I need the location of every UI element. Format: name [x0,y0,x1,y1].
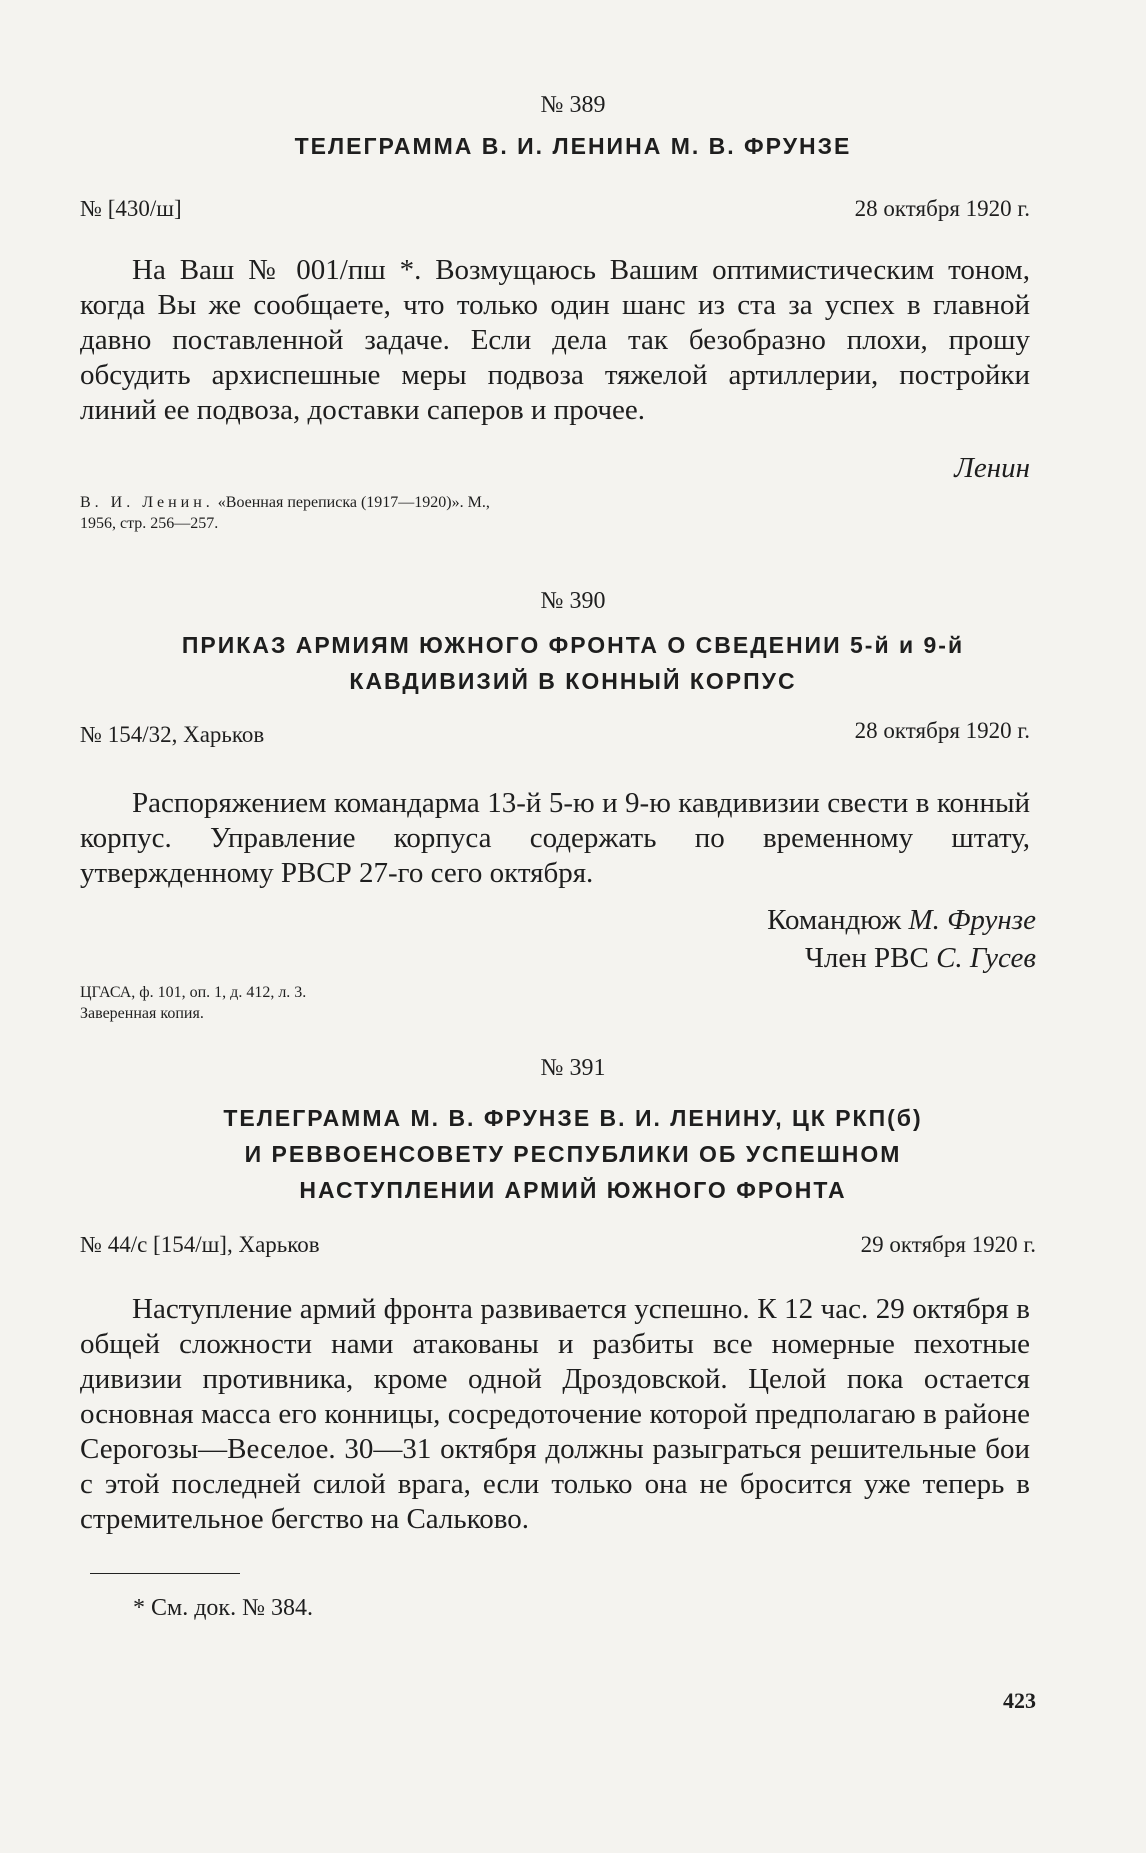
doc390-sig2-role: Член РВС [805,942,929,974]
doc390-sig1-role: Командюж [767,904,902,936]
doc389-signature [954,452,1030,485]
doc390-title-line1: ПРИКАЗ АРМИЯМ ЮЖНОГО ФРОНТА О СВЕДЕНИИ 5-й и 9-й [181,632,965,658]
doc391-date: 29 октября 1920 г. [860,1232,1036,1257]
doc391-title-line2: И РЕВВОЕНСОВЕТУ РЕСПУБЛИКИ ОБ УСПЕШНОМ [244,1141,902,1167]
doc391-title [0,1100,1146,1208]
doc390-sig1-name: М. Фрунзе [908,904,1036,936]
doc389-number: № 389 [540,92,606,118]
doc391-title-line3: НАСТУПЛЕНИИ АРМИЙ ЮЖНОГО ФРОНТА [299,1177,847,1203]
doc389-source-author: В. И. Ленин. [80,494,214,511]
doc389-ref: № [430/ш] [80,196,182,221]
doc391-number: № 391 [540,1055,606,1081]
doc391-ref: № 44/с [154/ш], Харьков [80,1232,320,1257]
doc391-text: Наступление армий фронта развивается успешно. К 12 час. 29 октября в общей сложности нами атакованы и разбиты все номерные пехотные дивизии противника, кроме одной Дроздовской. Целой пока остается основная масса его конницы, сосредоточение которой предполагаю в районе Серогозы—Веселое. 30—31 октября должны разыграться решительные бои с этой последней силой врага, если только она не бросится уже теперь в стремительное бегство на Сальково. [80,1293,1030,1535]
doc390-sig2-name: С. Гусев [936,942,1036,974]
doc390-title [0,627,1146,699]
doc390-source [80,982,500,1024]
doc390-title-line2: КАВДИВИЗИЙ В КОННЫЙ КОРПУС [349,668,797,694]
doc391-title-line1: ТЕЛЕГРАММА М. В. ФРУНЗЕ В. И. ЛЕНИНУ, ЦК РКП(б) [223,1105,923,1131]
doc390-source-line1: ЦГАСА, ф. 101, оп. 1, д. 412, л. 3. [80,984,307,1001]
page-number: 423 [1003,1688,1036,1713]
footnote-rule [90,1573,240,1574]
doc390-date: 28 октября 1920 г. [854,718,1030,743]
doc390-number: № 390 [540,588,606,614]
doc390-signature-1 [767,904,1036,937]
doc389-source [80,492,500,534]
doc389-signature-name: Ленин [954,452,1030,484]
doc390-ref: № 154/32, Харьков [80,722,265,747]
doc389-date: 28 октября 1920 г. [854,196,1030,221]
doc389-title: ТЕЛЕГРАММА В. И. ЛЕНИНА М. В. ФРУНЗЕ [294,133,852,159]
doc389-source-rest: «Военная переписка (1917—1920)». М., 1956, стр. 256—257. [80,494,490,532]
doc390-source-line2: Заверенная копия. [80,1005,204,1022]
doc389-text: На Ваш № 001/пш *. Возмущаюсь Вашим оптимистическим тоном, когда Вы же сообщаете, что только один шанс из ста за успех в главной давно поставленной задаче. Если дела так безобразно плохи, прошу обсудить архиспешные меры подвоза тяжелой артиллерии, постройки линий ее подвоза, доставки саперов и прочее. [80,254,1030,426]
doc390-text: Распоряжением командарма 13-й 5-ю и 9-ю кавдивизии свести в конный корпус. Управление корпуса содержать по временному штату, утвержденному РВСР 27-го сего октября. [80,787,1030,889]
footnote: * См. док. № 384. [133,1595,313,1621]
doc390-signature-2 [805,942,1036,975]
